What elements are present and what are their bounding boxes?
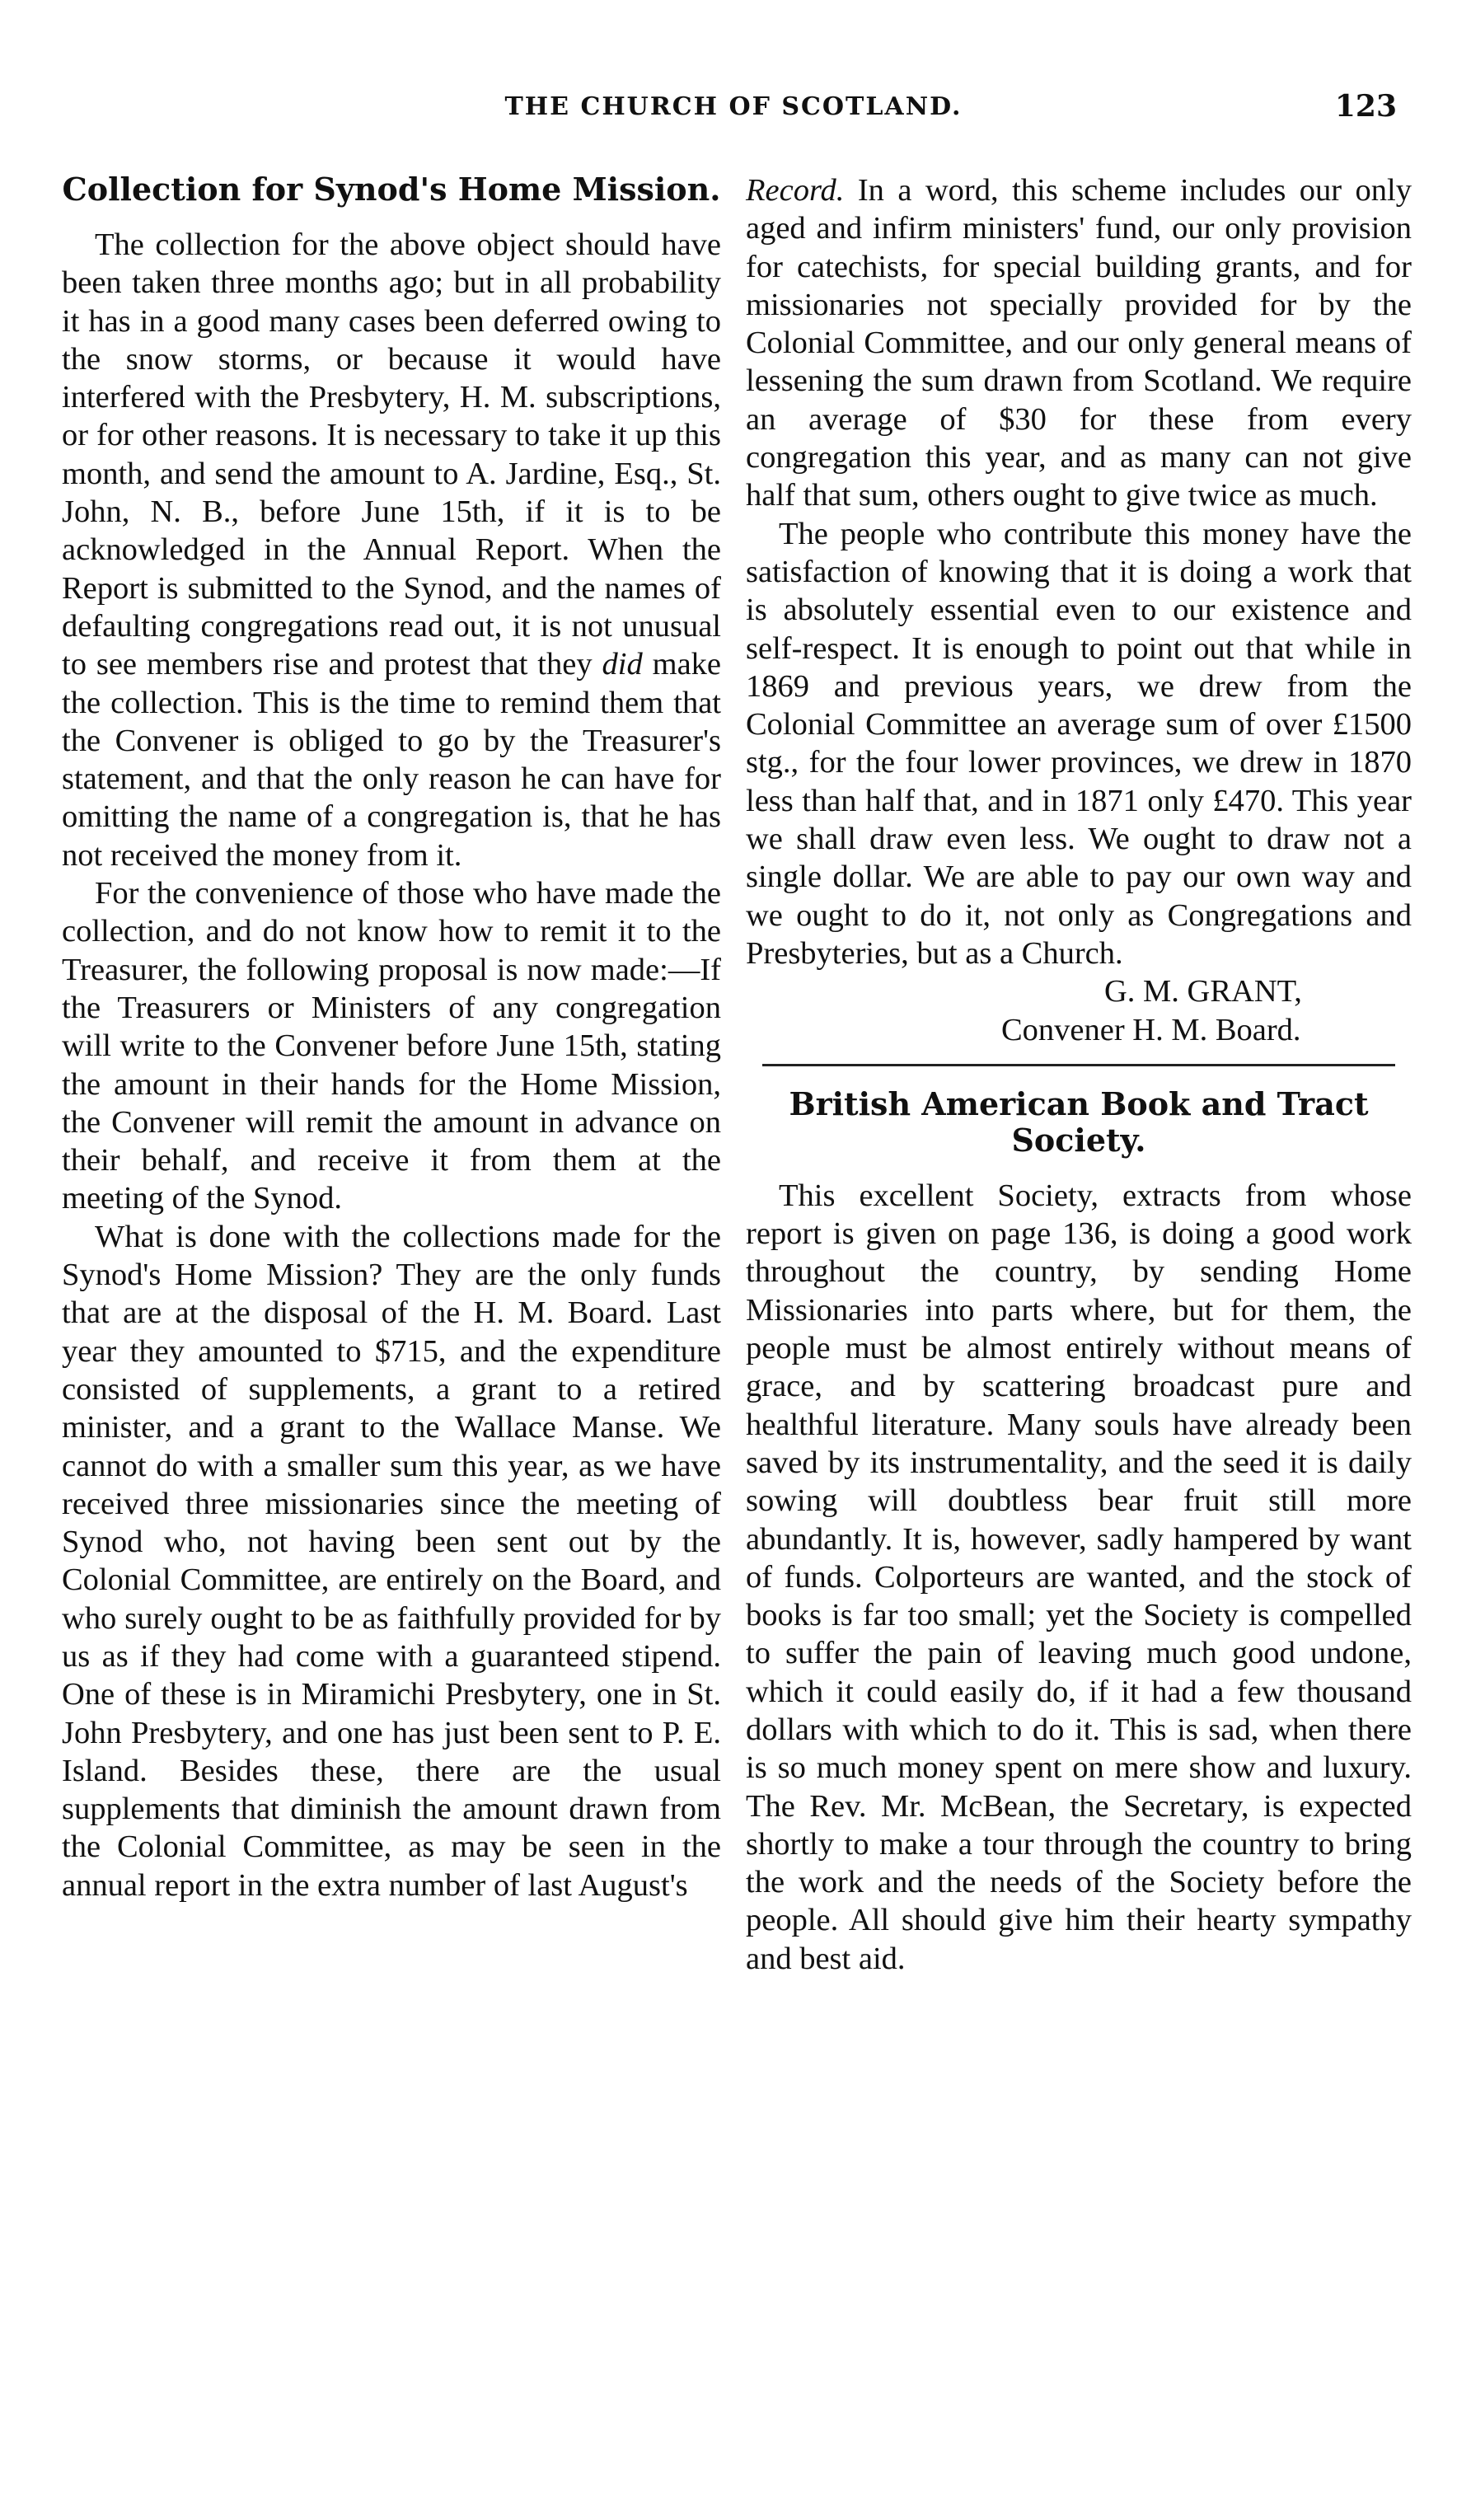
- paragraph: For the convenience of those who have made the collection, and do not know how to remit it to the Treasurer, the following proposal is now made:—If the Treasurers or Ministers of any congregation will write to the Convener before June 15th, stating the amount in their hands for the Home Mission, the Convener will remit the amount in advance on their behalf, and receive it from them at the meeting of the Synod.: [62, 876, 721, 1216]
- left-column: [62, 171, 721, 1904]
- emphasis-text: Record.: [746, 173, 845, 208]
- emphasis-text: did: [602, 647, 643, 682]
- article-title-book-tract-society: British American Book and Tract Society.: [789, 1084, 1369, 1159]
- article-title-home-mission: Collection for Synod's Home Mission.: [62, 171, 721, 208]
- paragraph-continued: [746, 171, 1412, 515]
- paragraph: This excellent Society, extracts from whose report is given on page 136, is doing a good work throughout the country, by sending Home Missionaries into parts where, but for them, the people must be almost entirely without means of grace, and by scattering broadcast pure and healthful literature. Many souls have already been saved by its instrumentality, and the seed it is daily sowing will doubtless bear fruit still more abundantly. It is, however, sadly hampered by want of funds. Colporteurs are wanted, and the stock of books is far too small; yet the Society is compelled to suffer the pain of leaving much good undone, which it could easily do, if it had a few thousand dollars with which to do it. This is sad, when there is so much money spent on mere show and luxury. The Rev. Mr. McBean, the Secretary, is expected shortly to make a tour through the country to bring the work and the needs of the Society before the people. All should give him their hearty sympathy and best aid.: [746, 1178, 1412, 1976]
- right-column: [746, 171, 1412, 1978]
- signature-role: Convener H. M. Board.: [1001, 1012, 1301, 1047]
- paragraph: What is done with the collections made for the Synod's Home Mission? They are the only funds that are at the disposal of the H. M. Board. Last year they amounted to $715, and the expenditure consisted of supplements, a grant to a retired minister, and a grant to the Wallace Manse. We cannot do with a smaller sum this year, as we have received three missionaries since the meeting of Synod who, not having been sent out by the Colonial Committee, are entirely on the Board, and who surely ought to be as faithfully provided for by us as if they had come with a guaranteed stipend. One of these is in Miramichi Presbytery, one in St. John Presbytery, and one has just been sent to P. E. Island. Besides these, there are the usual supplements that diminish the amount drawn from the Colonial Committee, as may be seen in the annual report in the extra number of last August's: [62, 1219, 721, 1903]
- running-title: THE CHURCH OF SCOTLAND.: [504, 92, 963, 121]
- paragraph-text: The collection for the above object should have been taken three months ago; but in all probability it has in a good many cases been deferred owing to the snow storms, or because it would have interfered with the Presbytery, H. M. subscriptions, or for other reasons. It is necessary to take it up this month, and send the amount to A. Jardine, Esq., St. John, N. B., before June 15th, if it is to be acknowledged in the Annual Report. When the Report is submitted to the Synod, and the names of defaulting congregations read out, it is not unusual to see members rise and protest that they: [62, 227, 721, 682]
- paragraph: [62, 226, 721, 874]
- section-divider: [762, 1064, 1395, 1066]
- signature-name: G. M. GRANT,: [1104, 974, 1302, 1009]
- paragraph-text: In a word, this scheme includes our only aged and infirm ministers' fund, our only provision for catechists, for special building grants, and for missionaries not specially provided for by the Colonial Committee, and our only general means of lessening the sum drawn from Scotland. We require an average of $30 for these from every congregation this year, and as many can not give half that sum, others ought to give twice as much.: [746, 173, 1412, 513]
- signature-block: [746, 972, 1412, 1049]
- paragraph-text: make the collection. This is the time to remind them that the Convener is obliged to go by the Treasurer's statement, and that the only reason he can have for omitting the name of a congregation is, that he has not received the money from it.: [62, 647, 722, 873]
- paragraph: The people who contribute this money have the satisfaction of knowing that it is doing a work that is absolutely essential even to our existence and self-respect. It is enough to point out that while in 1869 and previous years, we drew from the Colonial Committee an average sum of over £1500 stg., for the four lower provinces, we drew in 1870 less than half that, and in 1871 only £470. This year we shall draw even less. We ought to draw not a single dollar. We are able to pay our own way and we ought to do it, not only as Congregations and Presbyteries, but as a Church.: [746, 516, 1412, 971]
- page-number: 123: [1334, 89, 1397, 124]
